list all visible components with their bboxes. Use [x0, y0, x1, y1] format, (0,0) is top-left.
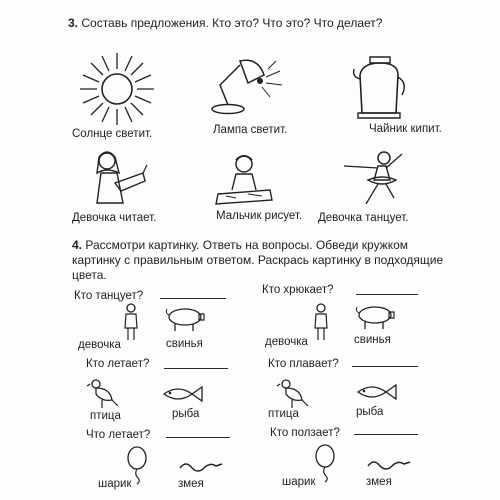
- task-4-number: 4.: [72, 238, 83, 252]
- kettle-icon: [350, 55, 412, 121]
- option-balloon: шарик: [98, 478, 132, 490]
- snake-icon[interactable]: [178, 458, 224, 474]
- caption-sun: Солнце светит.: [72, 128, 153, 140]
- answer-line-who-flies[interactable]: [164, 368, 228, 369]
- task-3-number: 3.: [68, 16, 79, 30]
- girl-icon[interactable]: [312, 302, 330, 342]
- option-pig: свинья: [166, 338, 203, 350]
- question-who-dances: Кто танцует?: [74, 290, 144, 302]
- drawing-boy-icon: [212, 150, 276, 206]
- task-3-heading: [68, 16, 382, 30]
- lamp-icon: [200, 55, 288, 117]
- option-bird: птица: [268, 408, 299, 420]
- answer-line-who-grunts[interactable]: [356, 294, 418, 295]
- task-4-title-line-1: Рассмотри картинку. Ответь на вопросы. Обведи кружком: [85, 238, 409, 252]
- fish-icon[interactable]: [354, 382, 398, 402]
- balloon-icon[interactable]: [312, 444, 338, 482]
- pig-icon[interactable]: [355, 303, 397, 331]
- answer-line-what-flies[interactable]: [166, 437, 230, 438]
- option-fish: рыба: [172, 408, 200, 420]
- question-who-swims: Кто плавает?: [268, 358, 339, 370]
- pig-icon[interactable]: [165, 305, 207, 333]
- answer-line-who-swims[interactable]: [352, 366, 418, 367]
- dancing-girl-icon: [338, 148, 408, 208]
- bird-icon[interactable]: [86, 376, 120, 410]
- task-4-title-line-2: картинку с правильным ответом. Раскрась картинку в подходящие: [72, 253, 444, 267]
- sun-icon: [72, 50, 162, 128]
- option-pig: свинья: [354, 334, 391, 346]
- option-fish: рыба: [356, 406, 384, 418]
- task-4-heading: [72, 238, 482, 283]
- option-snake: змея: [178, 478, 204, 490]
- caption-dancing-girl: Девочка танцует.: [318, 212, 409, 224]
- question-who-grunts: Кто хрюкает?: [262, 284, 334, 296]
- caption-reading-girl: Девочка читает.: [72, 212, 157, 224]
- question-what-flies: Что летает?: [86, 429, 151, 441]
- option-bird: птица: [90, 410, 121, 422]
- caption-kettle: Чайник кипит.: [369, 123, 442, 135]
- answer-line-who-crawls[interactable]: [354, 434, 418, 435]
- fish-icon[interactable]: [160, 384, 204, 404]
- reading-girl-icon: [85, 147, 155, 209]
- option-girl: девочка: [265, 336, 308, 348]
- snake-icon[interactable]: [366, 456, 412, 472]
- task-3-title: Составь предложения. Кто это? Что это? Что делает?: [81, 16, 383, 30]
- caption-lamp: Лампа светит.: [213, 124, 288, 136]
- caption-drawing-boy: Мальчик рисует.: [216, 210, 303, 222]
- question-who-flies: Кто летает?: [86, 358, 150, 370]
- girl-icon[interactable]: [122, 302, 140, 342]
- task-4-title-line-3: цвета.: [72, 268, 107, 282]
- bird-icon[interactable]: [276, 376, 310, 410]
- option-girl: девочка: [78, 339, 121, 351]
- option-balloon: шарик: [282, 476, 316, 488]
- answer-line-who-dances[interactable]: [160, 298, 226, 299]
- option-snake: змея: [366, 476, 392, 488]
- question-who-crawls: Кто ползает?: [270, 427, 340, 439]
